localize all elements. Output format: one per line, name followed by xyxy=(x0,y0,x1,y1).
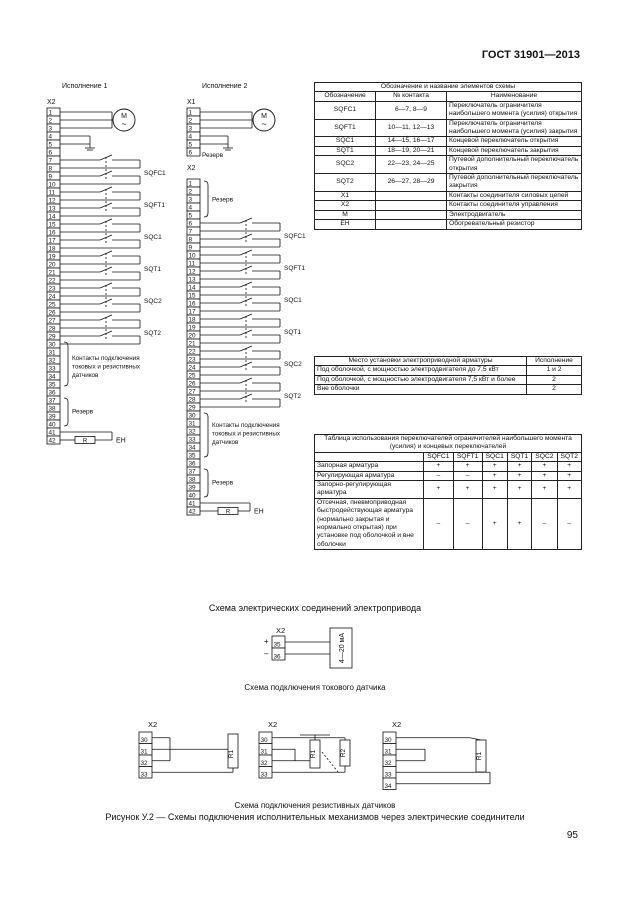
usage-value: + xyxy=(532,481,557,499)
usage-value: + xyxy=(482,471,507,480)
resistor-label: R1 xyxy=(476,751,483,761)
terminal-number: 37 xyxy=(48,397,56,405)
terminal-number: 35 xyxy=(273,641,281,649)
switch-label: SQC2 xyxy=(144,298,162,305)
heater-label: ЕН xyxy=(116,437,126,445)
terminal-number: 25 xyxy=(48,301,56,309)
terminal-number: 17 xyxy=(48,237,56,245)
caption-current-sensor: Схема подключения токового датчика xyxy=(244,683,386,692)
polarity-minus: – xyxy=(264,649,269,658)
terminal-number: 27 xyxy=(48,317,56,325)
terminal-number: 40 xyxy=(188,492,196,500)
terminal-number: 11 xyxy=(188,260,196,268)
terminal-number: 39 xyxy=(48,413,56,421)
terminal-number: 26 xyxy=(188,380,196,388)
terminal-number: 3 xyxy=(48,125,53,133)
terminal-number: 7 xyxy=(188,228,193,236)
terminal-number: 2 xyxy=(188,188,193,196)
usage-value: + xyxy=(557,481,581,499)
terminal-number: 31 xyxy=(140,748,148,756)
terminal-number: 5 xyxy=(48,141,53,149)
switch-label: SQC1 xyxy=(284,297,302,304)
element-contacts: 6—7, 8—9 xyxy=(376,101,447,119)
usage-value: + xyxy=(507,481,531,499)
terminal-number: 32 xyxy=(48,357,56,365)
terminal-number: 14 xyxy=(48,213,56,221)
sensor-label: Контакты подключения xyxy=(212,422,280,429)
heater-label: ЕН xyxy=(254,508,264,516)
usage-value: + xyxy=(482,481,507,499)
terminal-number: 22 xyxy=(48,277,56,285)
terminal-number: 30 xyxy=(188,412,196,420)
install-version: 2 xyxy=(527,375,582,384)
install-place: Вне оболочки xyxy=(315,385,527,394)
motor-label: M xyxy=(121,113,127,120)
col-contacts: № контакта xyxy=(376,92,447,101)
terminal-number: 17 xyxy=(188,308,196,316)
element-name: Контакты соединителя силовых цепей xyxy=(447,191,582,200)
terminal-number: 32 xyxy=(140,759,148,767)
sensor-label: токовых и резистивных xyxy=(212,430,280,438)
element-code: SQC1 xyxy=(315,137,376,146)
terminal-number: 9 xyxy=(188,244,193,252)
elements-table-title: Обозначение и название элементов схемы xyxy=(315,83,582,92)
elements-row xyxy=(315,191,582,200)
usage-corner xyxy=(315,452,424,461)
terminal-number: 42 xyxy=(188,508,196,516)
element-name: Переключатель ограничителя наибольшего момента (усилия) закрытия xyxy=(447,119,582,137)
resistor-label: R1 xyxy=(228,749,235,759)
usage-row xyxy=(315,462,582,471)
terminal-number: 4 xyxy=(188,204,193,212)
terminal-number: 5 xyxy=(188,141,193,149)
terminal-number: 11 xyxy=(48,189,56,197)
terminal-number: 23 xyxy=(48,285,56,293)
elements-row xyxy=(315,201,582,210)
usage-value: + xyxy=(507,462,531,471)
col-name: Наименование xyxy=(447,92,582,101)
terminal-number: 3 xyxy=(188,125,193,133)
terminal-number: 32 xyxy=(384,759,392,767)
install-row xyxy=(315,385,582,394)
terminal-number: 33 xyxy=(188,436,196,444)
reserve-label: Резерв xyxy=(212,479,234,487)
elements-row xyxy=(315,220,582,229)
terminal-number: 1 xyxy=(188,180,193,188)
install-place: Под оболочкой, с мощностью электродвигателя до 7,5 кВт xyxy=(315,366,527,375)
resistor-label: R2 xyxy=(340,748,347,758)
connector-label: X2 xyxy=(187,165,196,172)
terminal-number: 20 xyxy=(48,261,56,269)
usage-value: + xyxy=(453,462,482,471)
terminal-number: 13 xyxy=(188,276,196,284)
elements-row xyxy=(315,210,582,219)
terminal-number: 27 xyxy=(188,388,196,396)
element-name: Переключатель ограничителя наибольшего момента (усилия) открытия xyxy=(447,101,582,119)
terminal-number: 40 xyxy=(48,421,56,429)
install-col-place: Место установки электроприводной арматуры xyxy=(315,357,527,366)
page-number: 95 xyxy=(566,830,578,841)
terminal-number: 16 xyxy=(188,300,196,308)
element-name: Концевой переключатель открытия xyxy=(447,137,582,146)
terminal-number: 33 xyxy=(260,771,268,779)
resistor-label: R xyxy=(225,509,231,516)
terminal-number: 41 xyxy=(188,500,196,508)
usage-value: + xyxy=(424,481,454,499)
install-col-version: Исполнение xyxy=(527,357,582,366)
element-contacts xyxy=(376,191,447,200)
terminal-number: 35 xyxy=(188,452,196,460)
terminal-number: 29 xyxy=(188,404,196,412)
terminal-number: 36 xyxy=(48,389,56,397)
terminal-number: 23 xyxy=(188,356,196,364)
switch-label: SQFT1 xyxy=(144,202,165,209)
terminal-number: 41 xyxy=(48,429,56,437)
install-row xyxy=(315,366,582,375)
usage-type: Запорная арматура xyxy=(315,462,424,471)
install-version: 2 xyxy=(527,385,582,394)
terminal-number: 39 xyxy=(188,484,196,492)
usage-value: – xyxy=(424,498,454,549)
element-name: Концевой переключатель закрытия xyxy=(447,146,582,155)
element-contacts xyxy=(376,210,447,219)
caption-main: Схема электрических соединений электропривода xyxy=(208,603,422,613)
element-code: ЕН xyxy=(315,220,376,229)
elements-row xyxy=(315,119,582,137)
terminal-number: 30 xyxy=(140,736,148,744)
usage-value: – xyxy=(557,498,581,549)
terminal-number: 13 xyxy=(48,205,56,213)
diagram-title: Исполнение 1 xyxy=(62,83,108,90)
terminal-number: 33 xyxy=(48,365,56,373)
standard-header: ГОСТ 31901—2013 xyxy=(481,49,580,61)
switch-label: SQT1 xyxy=(144,266,161,273)
reserve-label: Резерв xyxy=(72,408,94,416)
terminal-number: 12 xyxy=(188,268,196,276)
connector-label: X2 xyxy=(392,720,402,729)
usage-value: + xyxy=(507,471,531,480)
elements-row xyxy=(315,101,582,119)
usage-table-title: Таблица использования переключателей ограничителей наибольшего момента (усилия) и концевых переключателей xyxy=(315,435,582,453)
switch-label: SQFT1 xyxy=(284,265,305,272)
terminal-number: 8 xyxy=(48,165,53,173)
install-row xyxy=(315,375,582,384)
usage-col-sqt2: SQT2 xyxy=(557,452,581,461)
terminal-number: 2 xyxy=(48,117,53,125)
usage-type: Регулирующая арматура xyxy=(315,471,424,480)
usage-value: + xyxy=(482,498,507,549)
element-contacts: 26—27, 28—29 xyxy=(376,174,447,192)
terminal-number: 38 xyxy=(48,405,56,413)
usage-value: + xyxy=(482,462,507,471)
sensor-label: датчиков xyxy=(212,439,239,447)
usage-value: + xyxy=(507,498,531,549)
elements-row xyxy=(315,156,582,174)
terminal-number: 21 xyxy=(188,340,196,348)
terminal-number: 2 xyxy=(188,117,193,125)
switch-label: SQFC1 xyxy=(144,170,166,177)
terminal-number: 10 xyxy=(48,181,56,189)
terminal-number: 31 xyxy=(188,420,196,428)
terminal-number: 20 xyxy=(188,332,196,340)
terminal-number: 30 xyxy=(384,736,392,744)
elements-row xyxy=(315,146,582,155)
switch-label: SQC2 xyxy=(284,361,302,368)
reserve-label: Резерв xyxy=(202,152,224,159)
install-place: Под оболочкой, с мощностью электродвигателя 7,5 кВт и более xyxy=(315,375,527,384)
install-table xyxy=(314,356,582,395)
usage-value: – xyxy=(532,498,557,549)
resistor-label: R xyxy=(82,438,88,445)
install-version: 1 и 2 xyxy=(527,366,582,375)
terminal-number: 31 xyxy=(384,748,392,756)
terminal-number: 15 xyxy=(48,221,56,229)
reserve-bracket xyxy=(204,181,208,217)
element-code: SQFT1 xyxy=(315,119,376,137)
usage-col-sqfc1: SQFC1 xyxy=(424,452,454,461)
terminal-number: 21 xyxy=(48,269,56,277)
terminal-number: 25 xyxy=(188,372,196,380)
usage-value: + xyxy=(557,462,581,471)
terminal-number: 36 xyxy=(273,653,281,661)
motor-symbol: ~ xyxy=(121,119,127,129)
terminal-number: 31 xyxy=(48,349,56,357)
motor-symbol: ~ xyxy=(261,119,267,129)
current-range: 4—20 мА xyxy=(339,632,346,664)
connector-label: X2 xyxy=(148,720,158,729)
terminal-number: 32 xyxy=(188,428,196,436)
element-contacts: 18—19, 20—21 xyxy=(376,146,447,155)
figure-caption: Рисунок У.2 — Схемы подключения исполнительных механизмов через электрические соединители xyxy=(105,812,525,822)
terminal-number: 22 xyxy=(188,348,196,356)
terminal-number: 19 xyxy=(48,253,56,261)
usage-col-sqt1: SQT1 xyxy=(507,452,531,461)
element-code: X1 xyxy=(315,191,376,200)
terminal-number: 6 xyxy=(188,149,193,157)
terminal-number: 12 xyxy=(48,197,56,205)
motor-label: M xyxy=(261,113,267,120)
terminal-number: 34 xyxy=(48,373,56,381)
terminal-number: 1 xyxy=(48,109,53,117)
usage-value: – xyxy=(424,471,454,480)
terminal-number: 18 xyxy=(188,316,196,324)
sensor-label: датчиков xyxy=(72,372,99,380)
connector-label: X1 xyxy=(187,99,196,106)
elements-row xyxy=(315,174,582,192)
terminal-number: 4 xyxy=(48,133,53,141)
terminal-number: 38 xyxy=(188,476,196,484)
reserve-bracket xyxy=(204,469,208,497)
reserve-label: Резерв xyxy=(212,196,234,204)
sensor-bracket xyxy=(64,342,68,386)
element-name: Путевой дополнительный переключатель открытия xyxy=(447,156,582,174)
element-name: Контакты соединителя управления xyxy=(447,201,582,210)
terminal-number: 1 xyxy=(188,109,193,117)
terminal-number: 31 xyxy=(260,748,268,756)
terminal-number: 42 xyxy=(48,437,56,445)
terminal-number: 9 xyxy=(48,173,53,181)
sensor-wire xyxy=(470,738,481,740)
switch-label: SQC1 xyxy=(144,234,162,241)
terminal-number: 33 xyxy=(384,771,392,779)
terminal-number: 32 xyxy=(260,759,268,767)
element-contacts: 22—23, 24—25 xyxy=(376,156,447,174)
terminal-number: 28 xyxy=(188,396,196,404)
element-code: М xyxy=(315,210,376,219)
resistor-link xyxy=(322,752,338,772)
terminal-number: 6 xyxy=(188,220,193,228)
terminal-number: 33 xyxy=(140,771,148,779)
connector-label: X2 xyxy=(276,626,286,635)
resistor-label: R1 xyxy=(310,749,317,759)
usage-value: + xyxy=(424,462,454,471)
usage-value: + xyxy=(532,462,557,471)
terminal-number: 34 xyxy=(188,444,196,452)
terminal-number: 19 xyxy=(188,324,196,332)
element-name: Путевой дополнительный переключатель закрытия xyxy=(447,174,582,192)
switch-label: SQT2 xyxy=(144,330,161,337)
terminal-number: 8 xyxy=(188,236,193,244)
terminal-number: 35 xyxy=(48,381,56,389)
usage-col-sqft1: SQFT1 xyxy=(453,452,482,461)
usage-row xyxy=(315,471,582,480)
terminal-number: 3 xyxy=(188,196,193,204)
usage-value: – xyxy=(453,498,482,549)
element-name: Обогревательный резистор xyxy=(447,220,582,229)
usage-table xyxy=(314,434,582,550)
usage-col-sqc1: SQC1 xyxy=(482,452,507,461)
diagram-title: Исполнение 2 xyxy=(202,83,248,90)
sensor-label: Контакты подключения xyxy=(72,355,140,362)
usage-value: + xyxy=(532,471,557,480)
terminal-number: 28 xyxy=(48,325,56,333)
terminal-number: 29 xyxy=(48,333,56,341)
element-code: SQT2 xyxy=(315,174,376,192)
usage-col-sqc2: SQC2 xyxy=(532,452,557,461)
terminal-number: 30 xyxy=(48,341,56,349)
terminal-number: 7 xyxy=(48,157,53,165)
element-contacts xyxy=(376,220,447,229)
switch-label: SQT1 xyxy=(284,329,301,336)
reserve-bracket xyxy=(64,398,68,426)
terminal-number: 37 xyxy=(188,468,196,476)
usage-value: + xyxy=(557,471,581,480)
terminal-number: 24 xyxy=(188,364,196,372)
element-code: X2 xyxy=(315,201,376,210)
elements-table xyxy=(314,82,582,230)
switch-label: SQFC1 xyxy=(284,233,306,240)
col-code: Обозначение xyxy=(315,92,376,101)
terminal-number: 36 xyxy=(188,460,196,468)
usage-row xyxy=(315,498,582,549)
element-contacts: 10—11, 12—13 xyxy=(376,119,447,137)
switch-label: SQT2 xyxy=(284,393,301,400)
terminal-number: 15 xyxy=(188,292,196,300)
terminal-number: 18 xyxy=(48,245,56,253)
terminal-number: 30 xyxy=(260,736,268,744)
terminal-number: 24 xyxy=(48,293,56,301)
terminal-number: 34 xyxy=(384,782,392,790)
terminal-number: 5 xyxy=(188,212,193,220)
element-contacts: 14—15, 16—17 xyxy=(376,137,447,146)
element-name: Электродвигатель xyxy=(447,210,582,219)
connector-label: X2 xyxy=(268,720,278,729)
terminal-number: 16 xyxy=(48,229,56,237)
sensor-bracket xyxy=(204,413,208,457)
usage-row xyxy=(315,481,582,499)
connector-label: X2 xyxy=(47,99,56,106)
element-code: SQC2 xyxy=(315,156,376,174)
caption-resistive: Схема подключения резистивных датчиков xyxy=(234,801,396,810)
usage-value: + xyxy=(453,481,482,499)
terminal-number: 14 xyxy=(188,284,196,292)
sensor-label: токовых и резистивных xyxy=(72,363,140,371)
element-contacts xyxy=(376,201,447,210)
element-code: SQT1 xyxy=(315,146,376,155)
terminal-number: 10 xyxy=(188,252,196,260)
usage-type: Отсечная, пневмоприводная быстродействующая арматура (нормально закрытая и нормально открытая) при установке под оболочкой и вне оболочки xyxy=(315,498,424,549)
terminal-number: 26 xyxy=(48,309,56,317)
polarity-plus: + xyxy=(264,637,269,646)
terminal-number: 6 xyxy=(48,149,53,157)
elements-row xyxy=(315,137,582,146)
terminal-number: 4 xyxy=(188,133,193,141)
element-code: SQFC1 xyxy=(315,101,376,119)
usage-type: Запорно-регулирующая арматура xyxy=(315,481,424,499)
usage-value: – xyxy=(453,471,482,480)
